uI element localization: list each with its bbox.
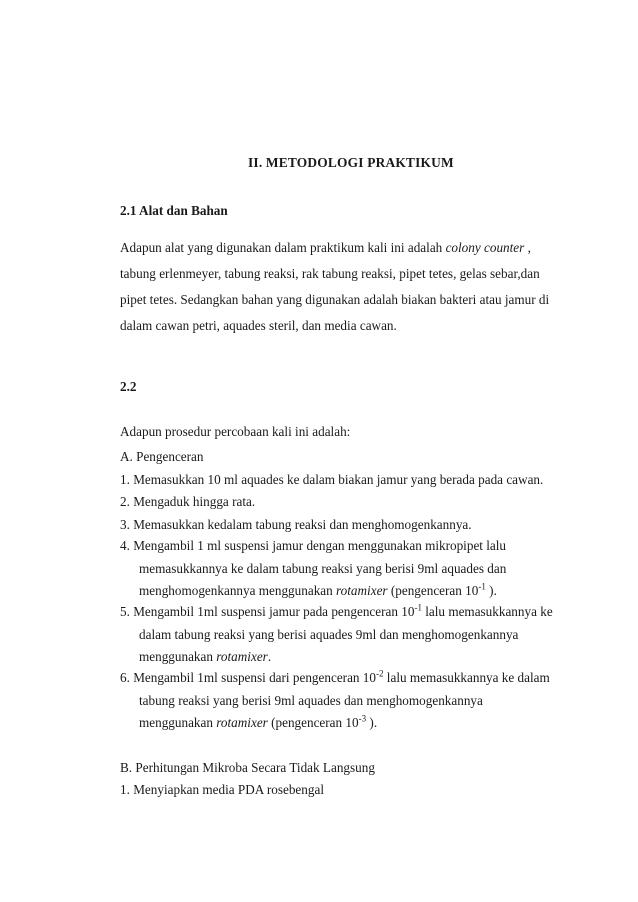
text-span: (pengenceran 10 [387, 583, 479, 598]
list-item-continuation [139, 715, 377, 731]
text-span: Adapun alat yang digunakan dalam praktikum kali ini adalah [120, 240, 446, 255]
superscript: -1 [478, 581, 486, 592]
text-span: ). [366, 715, 378, 730]
italic-term: rotamixer [336, 583, 388, 598]
list-item: 1. Memasukkan 10 ml aquades ke dalam biakan jamur yang berada pada cawan. [120, 472, 544, 487]
superscript: -2 [376, 668, 384, 679]
list-item-continuation: tabung reaksi yang berisi 9ml aquades dan menghomogenkannya [139, 693, 483, 708]
paragraph-line: pipet tetes. Sedangkan bahan yang digunakan adalah biakan bakteri atau jamur di [120, 292, 550, 307]
list-item-continuation: memasukkannya ke dalam tabung reaksi yang berisi 9ml aquades dan [139, 561, 507, 576]
text-span: 5. Mengambil 1ml suspensi jamur pada pengenceran 10 [120, 604, 415, 619]
text-span: menghomogenkannya menggunakan [139, 583, 337, 598]
subheading-b: B. Perhitungan Mikroba Secara Tidak Langsung [120, 760, 375, 775]
text-span: menggunakan [139, 649, 217, 664]
list-item: 3. Memasukkan kedalam tabung reaksi dan menghomogenkannya. [120, 517, 472, 532]
italic-term: rotamixer [216, 649, 268, 664]
italic-term: rotamixer [216, 715, 268, 730]
text-span: , [524, 240, 531, 255]
list-item: 2. Mengaduk hingga rata. [120, 494, 256, 509]
paragraph-line: dalam cawan petri, aquades steril, dan media cawan. [120, 318, 397, 333]
paragraph-line [120, 240, 531, 256]
section-heading-2-2: 2.2 [120, 379, 137, 394]
list-item: 4. Mengambil 1 ml suspensi jamur dengan menggunakan mikropipet lalu [120, 538, 507, 553]
chapter-title: II. METODOLOGI PRAKTIKUM [248, 155, 454, 170]
text-span: ). [485, 583, 497, 598]
section-heading-2-1: 2.1 Alat dan Bahan [120, 203, 228, 218]
paragraph-line: tabung erlenmeyer, tabung reaksi, rak tabung reaksi, pipet tetes, gelas sebar,dan [120, 266, 540, 281]
list-item-continuation: dalam tabung reaksi yang berisi aquades 9ml dan menghomogenkannya [139, 627, 519, 642]
list-item-continuation [139, 583, 497, 599]
superscript: -1 [414, 602, 422, 613]
text-span: lalu memasukkannya ke dalam [383, 670, 550, 685]
list-item-continuation [139, 649, 271, 665]
subheading-a: A. Pengenceran [120, 449, 204, 464]
procedure-intro: Adapun prosedur percobaan kali ini adalah: [120, 424, 351, 439]
superscript: -3 [358, 713, 367, 724]
text-span: lalu memasukkannya ke [421, 604, 553, 619]
list-item [120, 670, 550, 686]
text-span: . [267, 649, 272, 664]
text-span: menggunakan [139, 715, 217, 730]
list-item: 1. Menyiapkan media PDA rosebengal [120, 782, 324, 797]
italic-term: colony counter [445, 240, 525, 255]
text-span: 6. Mengambil 1ml suspensi dari pengenceran 10 [120, 670, 376, 685]
list-item [120, 604, 553, 620]
text-span: (pengenceran 10 [267, 715, 359, 730]
